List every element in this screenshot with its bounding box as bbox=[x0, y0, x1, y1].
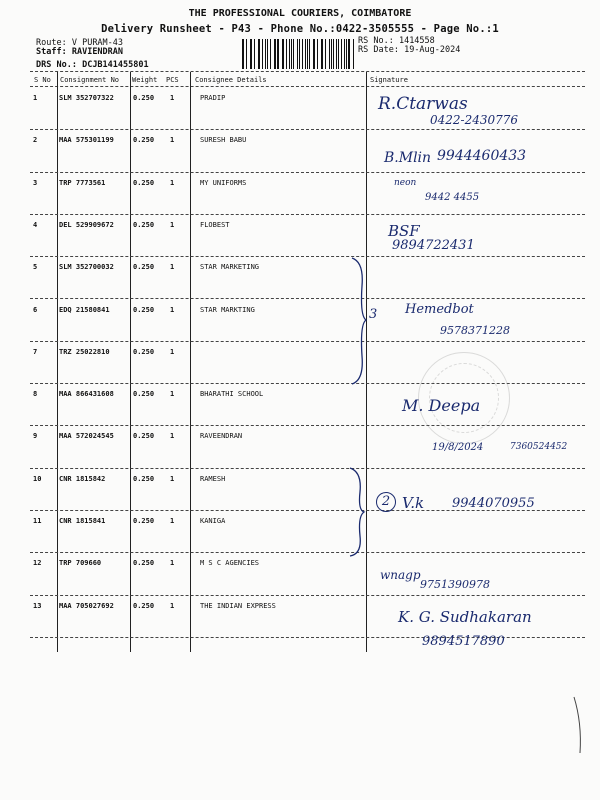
row-sno: 6 bbox=[33, 305, 38, 314]
drs-line bbox=[36, 60, 149, 70]
row-weight: 0.250 bbox=[133, 347, 155, 356]
signature-4-phone: 9894722431 bbox=[392, 238, 475, 253]
row-consignee: SURESH BABU bbox=[200, 136, 247, 145]
row-weight: 0.250 bbox=[133, 474, 155, 483]
staff-label: Staff: bbox=[36, 47, 67, 57]
row-pcs: 1 bbox=[170, 94, 175, 102]
row-consignment-no: SLM 352707322 bbox=[59, 94, 114, 102]
row-sno: 2 bbox=[33, 136, 38, 145]
col-sno-header: S No bbox=[34, 76, 51, 84]
header-bottom-rule bbox=[30, 86, 585, 87]
col-signature-header: Signature bbox=[370, 76, 408, 84]
col-consignee-header: Consignee Details bbox=[195, 76, 267, 84]
signature-2: B.Mlin bbox=[384, 150, 432, 166]
signature-2-phone: 9944460433 bbox=[437, 148, 527, 164]
route-label: Route: bbox=[36, 38, 67, 48]
row-sno: 10 bbox=[33, 474, 42, 483]
signature-12: wnagp bbox=[380, 568, 421, 582]
signature-9-phone: 7360524452 bbox=[510, 442, 568, 452]
row-pcs: 1 bbox=[170, 305, 175, 314]
row-consignee: BHARATHI SCHOOL bbox=[200, 390, 264, 399]
signature-1: R.Ctarwas bbox=[378, 94, 468, 114]
row-pcs: 1 bbox=[170, 347, 175, 356]
barcode-bar bbox=[344, 39, 345, 69]
drs-value: DCJB141455801 bbox=[82, 60, 149, 70]
row-consignee: MY UNIFORMS bbox=[200, 178, 247, 187]
signature-10: V.k bbox=[402, 494, 425, 512]
company-title: THE PROFESSIONAL COURIERS, COIMBATORE bbox=[188, 8, 412, 19]
table-row bbox=[0, 300, 600, 342]
row-consignment-no: CNR 1815841 bbox=[59, 517, 106, 525]
row-weight: 0.250 bbox=[133, 432, 155, 441]
row-pcs: 1 bbox=[170, 474, 175, 483]
runsheet-title: Delivery Runsheet - P43 - Phone No.:0422-3505555 - Page No.:1 bbox=[101, 23, 499, 35]
table-row bbox=[0, 173, 600, 215]
row-weight: 0.250 bbox=[133, 263, 155, 272]
row-weight: 0.250 bbox=[133, 94, 155, 102]
barcode-bar bbox=[329, 39, 330, 69]
row-pcs: 1 bbox=[170, 601, 175, 610]
barcode-bar bbox=[286, 39, 287, 69]
signature-4: BSF bbox=[388, 222, 420, 240]
signature-3: neon bbox=[394, 178, 417, 188]
row-weight: 0.250 bbox=[133, 136, 155, 145]
row-sno: 1 bbox=[33, 94, 38, 102]
barcode-bar bbox=[336, 39, 337, 69]
row-consignment-no: EDQ 21580841 bbox=[59, 305, 110, 314]
barcode-bar bbox=[348, 39, 349, 69]
header-top-rule bbox=[30, 71, 585, 72]
barcode-bar bbox=[307, 39, 308, 69]
row-sno: 5 bbox=[33, 263, 38, 272]
grouping-brace-5-7 bbox=[348, 256, 370, 386]
row-consignment-no: CNR 1815842 bbox=[59, 474, 106, 483]
row-sno: 7 bbox=[33, 347, 38, 356]
row-consignment-no: SLM 352700032 bbox=[59, 263, 114, 272]
row-consignment-no: DEL 529909672 bbox=[59, 220, 114, 229]
col-pcs-header: PCS bbox=[166, 76, 179, 84]
row-weight: 0.250 bbox=[133, 390, 155, 399]
barcode-bar bbox=[277, 39, 278, 69]
table-row bbox=[0, 342, 600, 384]
barcode-bar bbox=[246, 39, 247, 69]
rs-date-label: RS Date: bbox=[358, 45, 399, 55]
col-weight-header: Weight bbox=[132, 76, 158, 84]
row-weight: 0.250 bbox=[133, 559, 155, 568]
row-consignee: THE INDIAN EXPRESS bbox=[200, 601, 276, 610]
row-sno: 11 bbox=[33, 517, 42, 525]
row-pcs: 1 bbox=[170, 432, 175, 441]
signature-6: Hemedbot bbox=[405, 302, 474, 317]
drs-label: DRS No.: bbox=[36, 60, 77, 70]
table-row bbox=[0, 215, 600, 257]
table-row bbox=[0, 553, 600, 595]
signature-10-phone: 9944070955 bbox=[452, 496, 535, 511]
row-consignment-no: TRP 7773561 bbox=[59, 178, 106, 187]
margin-mark bbox=[572, 695, 592, 755]
signature-13-phone: 9894517890 bbox=[422, 634, 505, 649]
barcode-bar bbox=[267, 39, 268, 69]
row-pcs: 1 bbox=[170, 517, 175, 525]
row-consignee: FLOBEST bbox=[200, 220, 230, 229]
row-pcs: 1 bbox=[170, 263, 175, 272]
row-sno: 8 bbox=[33, 390, 38, 399]
signature-3-scribble: 9442 4455 bbox=[425, 192, 480, 203]
row-sno: 9 bbox=[33, 432, 38, 441]
row-consignment-no: TRP 709660 bbox=[59, 559, 102, 568]
barcode bbox=[242, 39, 354, 69]
rs-date-value: 19-Aug-2024 bbox=[404, 45, 461, 55]
row-sno: 13 bbox=[33, 601, 42, 610]
row-weight: 0.250 bbox=[133, 220, 155, 229]
table-row bbox=[0, 257, 600, 299]
barcode-bar bbox=[254, 39, 255, 69]
route-value: V PURAM-43 bbox=[71, 38, 124, 48]
rs-no-label: RS No.: bbox=[358, 36, 394, 46]
col-consignment-header: Consignment No bbox=[60, 76, 120, 84]
signature-6-mark: 3 bbox=[369, 307, 378, 322]
row-weight: 0.250 bbox=[133, 517, 155, 525]
row-consignment-no: TRZ 25022810 bbox=[59, 347, 110, 356]
signature-9-date: 19/8/2024 bbox=[432, 442, 484, 453]
barcode-bar bbox=[322, 39, 323, 69]
row-pcs: 1 bbox=[170, 390, 175, 399]
row-consignee: RAVEENDRAN bbox=[200, 432, 243, 441]
signature-8: M. Deepa bbox=[402, 396, 481, 415]
signature-10-mark: 2 bbox=[376, 492, 396, 512]
table-row bbox=[0, 511, 600, 553]
row-sno: 12 bbox=[33, 559, 42, 568]
staff-value: RAVIENDRAN bbox=[71, 47, 124, 57]
rs-no-value: 1414558 bbox=[398, 36, 435, 46]
row-pcs: 1 bbox=[170, 136, 175, 145]
signature-13: K. G. Sudhakaran bbox=[398, 608, 532, 626]
row-weight: 0.250 bbox=[133, 305, 155, 314]
table-row bbox=[0, 384, 600, 426]
rs-date-line bbox=[358, 45, 460, 55]
row-consignment-no: MAA 705027692 bbox=[59, 601, 114, 610]
barcode-bar bbox=[293, 39, 294, 69]
signature-6-phone: 9578371228 bbox=[440, 324, 510, 337]
row-pcs: 1 bbox=[170, 220, 175, 229]
row-consignment-no: MAA 575301199 bbox=[59, 136, 114, 145]
barcode-bar bbox=[270, 39, 271, 69]
row-weight: 0.250 bbox=[133, 178, 155, 187]
row-sno: 4 bbox=[33, 220, 38, 229]
staff-line bbox=[36, 47, 123, 57]
row-consignee: RAMESH bbox=[200, 474, 226, 483]
row-sno: 3 bbox=[33, 178, 38, 187]
barcode-bar bbox=[299, 39, 300, 69]
row-consignee: PRADIP bbox=[200, 94, 226, 102]
signature-12-phone: 9751390978 bbox=[420, 578, 490, 591]
row-weight: 0.250 bbox=[133, 601, 155, 610]
row-consignee: M S C AGENCIES bbox=[200, 559, 260, 568]
row-consignee: STAR MARKETING bbox=[200, 263, 260, 272]
row-consignee: KANIGA bbox=[200, 517, 226, 525]
signature-1-phone: 0422-2430776 bbox=[430, 113, 519, 127]
grouping-brace-10-11 bbox=[346, 466, 368, 558]
row-consignment-no: MAA 572024545 bbox=[59, 432, 114, 441]
row-pcs: 1 bbox=[170, 559, 175, 568]
row-consignment-no: MAA 866431608 bbox=[59, 390, 114, 399]
row-consignee: STAR MARKTING bbox=[200, 305, 255, 314]
barcode-bar bbox=[314, 39, 315, 69]
row-pcs: 1 bbox=[170, 178, 175, 187]
barcode-bar bbox=[259, 39, 260, 69]
